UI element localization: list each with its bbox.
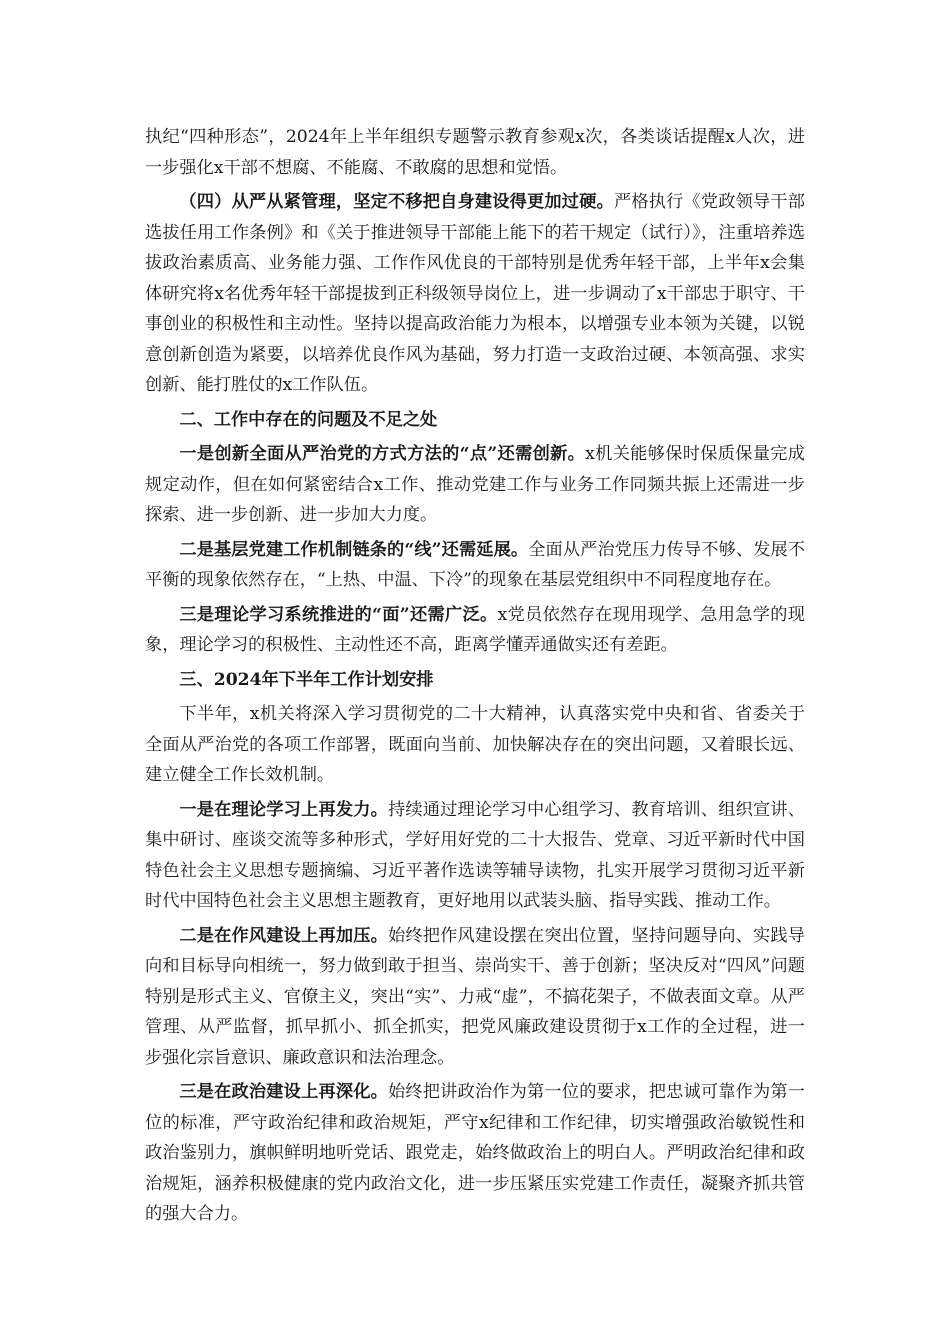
paragraph-problem-2: 二是基层党建工作机制链条的“线”还需延展。全面从严治党压力传导不够、发展不平衡的现象依然存在，“上热、中温、下冷”的现象在基层党组织中不同程度地存在。 — [145, 539, 805, 590]
paragraph-plan-3: 三是在政治建设上再深化。始终把讲政治作为第一位的要求，把忠诚可靠作为第一位的标准，严守政治纪律和政治规矩，严守x纪律和工作纪律，切实增强政治敏锐性和政治鉴别力，旗帜鲜明地听党话、跟党走，始终做政治上的明白人。严明政治纪律和政治规矩，涵养积极健康的党内政治文化，进一步压紧压实党建工作责任，凝聚齐抓共管的强大合力。 — [145, 1082, 805, 1224]
paragraph-lead: （四）从严从紧管理，坚定不移把自身建设得更加过硬。 — [179, 192, 614, 212]
paragraph-lead: 三是理论学习系统推进的“面”还需广泛。 — [179, 604, 498, 625]
section-heading-plan: 三、2024年下半年工作计划安排 — [179, 669, 434, 690]
paragraph-lead: 三是在政治建设上再深化。 — [179, 1082, 388, 1102]
paragraph-problem-3: 三是理论学习系统推进的“面”还需广泛。x党员依然存在现用现学、急用急学的现象，理论学习的积极性、主动性还不高，距离学懂弄通做实还有差距。 — [145, 604, 805, 655]
paragraph-discipline-cont: 执纪“四种形态”，2024年上半年组织专题警示教育参观x次，各类谈话提醒x人次，进一步强化x干部不想腐、不能腐、不敢腐的思想和觉悟。 — [145, 127, 805, 178]
paragraph-lead: 二是在作风建设上再加压。 — [179, 925, 388, 946]
paragraph-section-4: （四）从严从紧管理，坚定不移把自身建设得更加过硬。严格执行《党政领导干部选拔任用工作条例》和《关于推进领导干部能上能下的若干规定（试行）》，注重培养选拔政治素质高、业务能力强、工作作风优良的干部特别是优秀年轻干部，上半年x会集体研究将x名优秀年轻干部提拔到正科级领导岗位上，进一步调动了x干部忠于职守、干事创业的积极性和主动性。坚持以提高政治能力为根本，以增强专业本领为关键，以锐意创新创造为紧要，以培养优良作风为基础，努力打造一支政治过硬、本领高强、求实创新、能打胜仗的x工作队伍。 — [145, 192, 805, 395]
paragraph-plan-intro: 下半年，x机关将深入学习贯彻党的二十大精神，认真落实党中央和省、省委关于全面从严治党的各项工作部署，既面向当前、加快解决存在的突出问题，又着眼长远、建立健全工作长效机制。 — [145, 704, 805, 785]
paragraph-plan-2: 二是在作风建设上再加压。始终把作风建设摆在突出位置，坚持问题导向、实践导向和目标导向相统一，努力做到敢于担当、崇尚实干、善于创新；坚决反对“四风”问题特别是形式主义、官僚主义，突出“实”、力戒“虚”，不搞花架子，不做表面文章。从严管理、从严监督，抓早抓小、抓全抓实，把党风廉政建设贯彻于x工作的全过程，进一步强化宗旨意识、廉政意识和法治理念。 — [145, 925, 805, 1068]
paragraph-plan-1: 一是在理论学习上再发力。持续通过理论学习中心组学习、教育培训、组织宣讲、集中研讨、座谈交流等多种形式，学好用好党的二十大报告、党章、习近平新时代中国特色社会主义思想专题摘编、习近平著作选读等辅导读物，扎实开展学习贯彻习近平新时代中国特色社会主义思想主题教育，更好地用以武装头脑、指导实践、推动工作。 — [145, 799, 805, 911]
section-heading-problems: 二、工作中存在的问题及不足之处 — [179, 409, 438, 430]
paragraph-lead: 二是基层党建工作机制链条的“线”还需延展。 — [179, 539, 529, 560]
paragraph-lead: 一是创新全面从严治党的方式方法的“点”还需创新。 — [179, 444, 586, 464]
paragraph-problem-1: 一是创新全面从严治党的方式方法的“点”还需创新。x机关能够保时保质保量完成规定动作，但在如何紧密结合x工作、推动党建工作与业务工作同频共振上还需进一步探索、进一步创新、进一步加大力度。 — [145, 444, 805, 525]
paragraph-lead: 一是在理论学习上再发力。 — [179, 799, 388, 820]
document-body — [145, 122, 805, 1234]
